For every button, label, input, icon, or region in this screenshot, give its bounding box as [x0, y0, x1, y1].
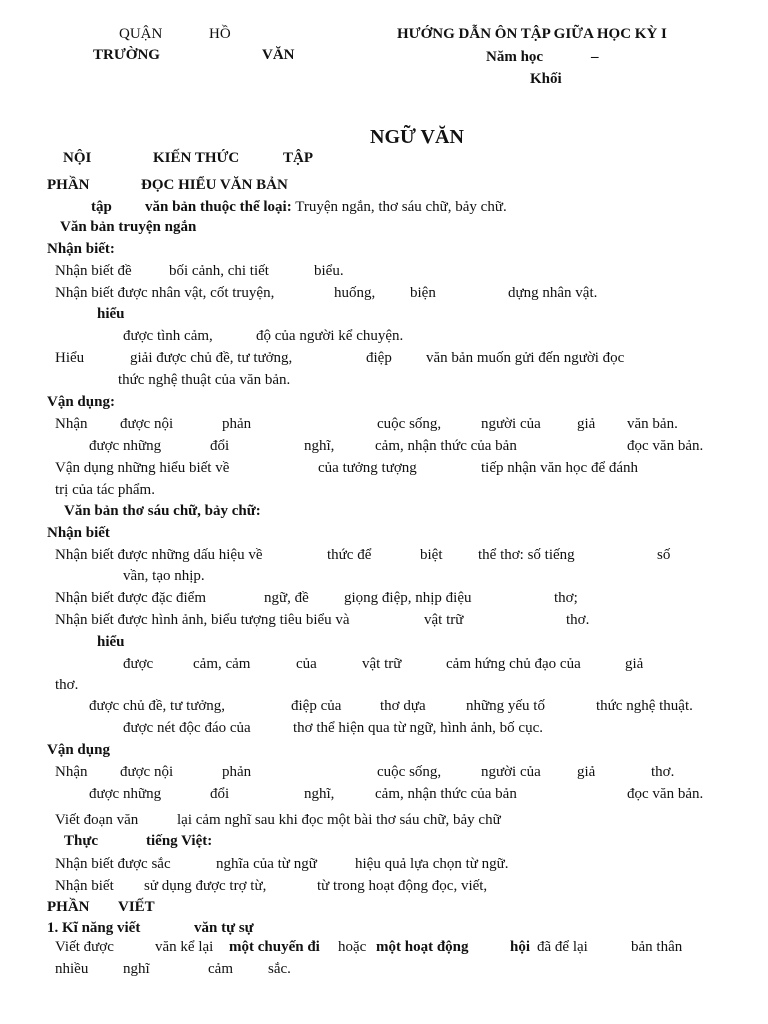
- story-r2-a: Nhận biết được nhân vật, cốt truyện,: [55, 285, 275, 301]
- story-a2-b: đổi: [210, 438, 230, 454]
- story-r1-c: biểu.: [314, 263, 344, 279]
- skill1-l2-b: nghĩ: [123, 961, 150, 977]
- vietnamese-l2-c: từ trong hoạt động đọc, viết,: [317, 878, 488, 894]
- poem-r1-c: biệt: [420, 547, 443, 563]
- vietnamese-l1-c: hiệu quả lựa chọn từ ngữ.: [355, 856, 509, 872]
- poem-r1-e: số: [657, 547, 671, 563]
- grade-label: Khối: [530, 71, 562, 87]
- poem-a2-b: đổi: [210, 786, 230, 802]
- school-year-dash: –: [591, 49, 599, 65]
- vietnamese-l2-b: sử dụng được trợ từ,: [144, 878, 267, 894]
- poem-a1-d: cuộc sống,: [377, 764, 442, 780]
- story-r2-d: dựng nhân vật.: [508, 285, 598, 301]
- poem-u4-a: được nét độc đáo của: [123, 720, 251, 736]
- story-u2-a: Hiểu: [55, 350, 85, 366]
- poem-a3-a: Viết đoạn văn: [55, 812, 139, 828]
- content-heading-1: NỘI: [63, 150, 92, 166]
- poem-r2: vần, tạo nhịp.: [123, 568, 205, 584]
- story-r1-a: Nhận biết đề: [55, 263, 132, 279]
- part1-title: ĐỌC HIỂU VĂN BẢN: [141, 177, 288, 193]
- content-heading-3: TẬP: [283, 150, 313, 166]
- poem-r3-a: Nhận biết được đặc điểm: [55, 590, 207, 606]
- story-a2-a: được những: [89, 438, 162, 454]
- district-name: HỒ: [209, 26, 231, 42]
- story-a1-c: phản: [222, 416, 252, 432]
- intro-text: [145, 198, 507, 216]
- story-u2-c: điệp: [366, 350, 392, 366]
- poem-r1-d: thể thơ: số tiếng: [478, 547, 575, 563]
- poem-a1-g: thơ.: [651, 764, 675, 780]
- vietnamese-l1-b: nghĩa của từ ngữ: [216, 856, 317, 872]
- poem-u1-a: được: [123, 656, 154, 672]
- poem-r4-a: Nhận biết được hình ảnh, biểu tượng tiêu biểu và: [55, 612, 350, 628]
- poem-u1-c: của: [296, 656, 317, 672]
- part1-label: PHẦN: [47, 177, 90, 193]
- poem-a1-c: phản: [222, 764, 252, 780]
- story-a1-a: Nhận: [55, 416, 88, 432]
- story-a1-g: văn bản.: [627, 416, 678, 432]
- story-u1-b: độ của người kể chuyện.: [256, 328, 404, 344]
- poem-u1-b: cảm, cảm: [193, 656, 251, 672]
- story-a4: trị của tác phẩm.: [55, 482, 155, 498]
- poem-understand-label: hiểu: [97, 634, 125, 650]
- story-a1-e: người của: [481, 416, 541, 432]
- skill1-l1-d: hoặc: [338, 939, 367, 955]
- poem-a2-a: được những: [89, 786, 162, 802]
- poem-a1-a: Nhận: [55, 764, 88, 780]
- poem-heading: Văn bản thơ sáu chữ, bảy chữ:: [64, 503, 261, 519]
- part2-label: PHẦN: [47, 899, 90, 915]
- vietnamese-heading-a: Thực: [64, 833, 99, 849]
- poem-r3-b: ngữ, đề: [264, 590, 309, 606]
- poem-r3-c: giọng điệp, nhịp điệu: [344, 590, 472, 606]
- skill1-l1-c: một chuyến đi: [229, 939, 320, 955]
- poem-a2-c: nghĩ,: [304, 786, 335, 802]
- skill1-l1-b: văn kể lại: [155, 939, 214, 955]
- story-a3-b: của tưởng tượng: [318, 460, 417, 476]
- skill1-l2-c: cảm: [208, 961, 233, 977]
- poem-u1-e: cảm hứng chủ đạo của: [446, 656, 581, 672]
- poem-u1-d: vật trữ: [362, 656, 402, 672]
- poem-u2: thơ.: [55, 677, 79, 693]
- story-understand-label: hiểu: [97, 306, 125, 322]
- story-a2-e: đọc văn bản.: [627, 438, 704, 454]
- poem-u4-b: thơ thể hiện qua từ ngữ, hình ảnh, bố cục.: [293, 720, 543, 736]
- skill1-heading-a: 1. Kĩ năng viết: [47, 920, 141, 936]
- poem-u3-a: được chủ đề, tư tưởng,: [89, 698, 226, 714]
- poem-a1-b: được nội: [120, 764, 174, 780]
- poem-r4-c: thơ.: [566, 612, 590, 628]
- school-year-label: Năm học: [486, 49, 544, 65]
- story-a2-d: cảm, nhận thức của bản: [375, 438, 517, 454]
- vietnamese-heading-b: tiếng Việt:: [146, 833, 213, 849]
- poem-r1-a: Nhận biết được những dấu hiệu về: [55, 547, 263, 563]
- story-a2-c: nghĩ,: [304, 438, 335, 454]
- story-u3: thức nghệ thuật của văn bản.: [118, 372, 291, 388]
- story-u2-d: văn bản muốn gửi đến người đọc: [426, 350, 625, 366]
- skill1-l2-d: sắc.: [268, 961, 291, 977]
- story-u1-a: được tình cảm,: [123, 328, 213, 344]
- story-apply-label: Vận dụng:: [47, 394, 115, 410]
- skill1-heading-b: văn tự sự: [194, 920, 254, 936]
- poem-r4-b: vật trữ: [424, 612, 464, 628]
- poem-a1-f: giả: [577, 764, 596, 780]
- poem-a1-e: người của: [481, 764, 541, 780]
- poem-r3-d: thơ;: [554, 590, 578, 606]
- school-name: VĂN: [262, 47, 295, 63]
- vietnamese-l2-a: Nhận biết: [55, 878, 114, 894]
- story-a1-d: cuộc sống,: [377, 416, 442, 432]
- intro-lead: tập: [91, 199, 112, 215]
- story-a3-c: tiếp nhận văn học để đánh: [481, 460, 639, 476]
- story-a3-a: Vận dụng những hiểu biết về: [55, 460, 230, 476]
- poem-a3-b: lại cảm nghĩ sau khi đọc một bài thơ sáu chữ, bảy chữ: [177, 812, 501, 828]
- school-label: TRƯỜNG: [93, 47, 160, 63]
- document-title: HƯỚNG DẪN ÔN TẬP GIỮA HỌC KỲ I: [397, 26, 667, 42]
- poem-u3-c: thơ dựa: [380, 698, 426, 714]
- skill1-l1-e: một hoạt động: [376, 939, 469, 955]
- skill1-l1-f: hội: [510, 939, 531, 955]
- story-r2-c: biện: [410, 285, 436, 301]
- poem-apply-label: Vận dụng: [47, 742, 110, 758]
- story-heading: Văn bản truyện ngắn: [60, 219, 197, 235]
- story-r2-b: huống,: [334, 285, 376, 301]
- story-a1-f: giả: [577, 416, 596, 432]
- story-recognize-label: Nhận biết:: [47, 241, 115, 257]
- skill1-l1-a: Viết được: [55, 939, 114, 955]
- poem-r1-b: thức để: [327, 547, 372, 563]
- poem-recognize-label: Nhận biết: [47, 525, 110, 541]
- story-a1-b: được nội: [120, 416, 174, 432]
- part2-title: VIẾT: [118, 899, 155, 915]
- vietnamese-l1-a: Nhận biết được sắc: [55, 856, 171, 872]
- poem-a2-d: cảm, nhận thức của bản: [375, 786, 517, 802]
- poem-u1-f: giả: [625, 656, 644, 672]
- content-heading-2: KIẾN THỨC: [153, 150, 240, 166]
- story-r1-b: bối cảnh, chi tiết: [169, 263, 269, 279]
- poem-u3-d: những yếu tố: [466, 698, 545, 714]
- story-u2-b: giải được chủ đề, tư tưởng,: [130, 350, 293, 366]
- skill1-l1-h: bản thân: [631, 939, 683, 955]
- intro-bold: văn bản thuộc thể loại:: [145, 199, 292, 215]
- poem-u3-b: điệp của: [291, 698, 342, 714]
- poem-a2-e: đọc văn bản.: [627, 786, 704, 802]
- district-label: QUẬN: [119, 26, 163, 42]
- intro-rest: Truyện ngắn, thơ sáu chữ, bảy chữ.: [295, 199, 507, 215]
- subject-title: NGỮ VĂN: [370, 126, 464, 148]
- poem-u3-e: thức nghệ thuật.: [596, 698, 693, 714]
- skill1-l2-a: nhiều: [55, 961, 89, 977]
- skill1-l1-g: đã để lại: [537, 939, 588, 955]
